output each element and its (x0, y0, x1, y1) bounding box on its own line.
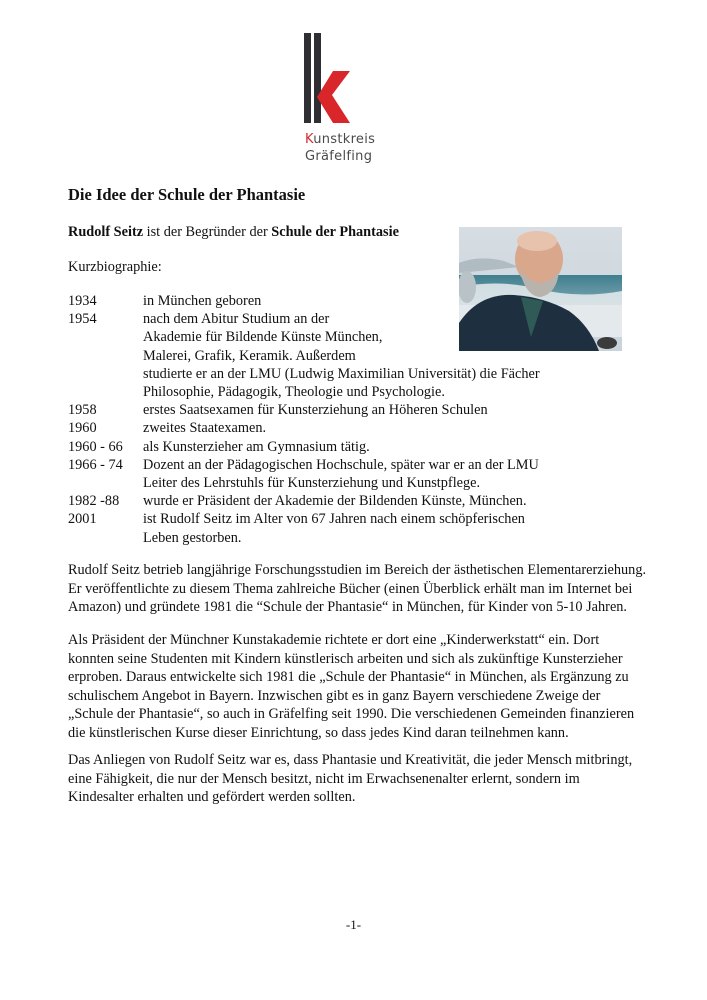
logo-text (305, 131, 395, 165)
biography-entry (68, 292, 628, 310)
paragraph-kinderwerkstatt: Als Präsident der Münchner Kunstakademie richtete er dort eine „Kinderwerkstatt“ ein. Dort konnten seine Studenten mit Kindern künstlerisch arbeiten und sich als zukünftige Kunsterzieher erproben. Daraus entwickelte sich 1981 die „Schule der Phantasie“ in München, als Ergänzung zu schulischem Angebot in Bayern. Inzwischen gibt es in ganz Bayern verschiedene Zweige der „Schule der Phantasie“, so auch in Gräfelfing seit 1990. Die verschiedenen Gemeinden finanzieren die künstlerischen Kurse dieser Einrichtung, so dass jedes Kind daran teilnehmen kann. (68, 632, 635, 741)
biography-year: 1958 (68, 402, 97, 419)
biography-text: Dozent an der Pädagogischen Hochschule, später war er an der LMU Leiter des Lehrstuhls für Kunsterziehung und Kunstpflege. (143, 456, 539, 492)
biography-year: 1954 (68, 311, 97, 328)
school-name: Schule der Phantasie (271, 224, 399, 240)
logo-red-chevron (317, 71, 350, 123)
logo-bar-left (304, 33, 311, 123)
biography-entry (68, 401, 628, 419)
biography-entry (68, 438, 628, 456)
biography-text: erstes Saatsexamen für Kunsterziehung an Höheren Schulen (143, 402, 488, 419)
biography-entry (68, 456, 628, 492)
intro-middle-text: ist der Begründer der (143, 224, 272, 240)
biography-year: 1934 (68, 293, 97, 309)
page-number: -1- (345, 917, 362, 932)
logo-line-2: Gräfelfing (305, 149, 373, 164)
intro-line (68, 224, 399, 241)
biography-entry (68, 310, 628, 401)
paragraph-anliegen: Das Anliegen von Rudolf Seitz war es, dass Phantasie und Kreativität, die jeder Mensch mitbringt, eine Fähigkeit, die nur der Mensch besitzt, nicht im Erwachsenenalter erlernt, sondern im Kindesalter erhalten und gefördert werden sollten. (68, 752, 633, 805)
biography-year: 1960 - 66 (68, 438, 123, 455)
page-title: Die Idee der Schule der Phantasie (68, 185, 306, 204)
founder-name: Rudolf Seitz (68, 224, 144, 240)
biography-text: in München geboren (143, 293, 262, 309)
biography-entry (68, 419, 628, 437)
logo-bar-right (314, 33, 321, 123)
kurzbiographie-label: Kurzbiographie: (68, 259, 162, 275)
biography-text: als Kunsterzieher am Gymnasium tätig. (143, 438, 370, 455)
biography-entry (68, 510, 628, 546)
biography-year: 1966 - 74 (68, 456, 123, 473)
biography-entry (68, 492, 628, 510)
biography-year: 2001 (68, 511, 97, 528)
biography-year: 1982 -88 (68, 493, 120, 510)
biography-text: zweites Staatexamen. (143, 420, 267, 437)
kunstkreis-logo (300, 33, 390, 168)
paragraph-research: Rudolf Seitz betrieb langjährige Forschungsstudien im Bereich der ästhetischen Elementarerziehung. Er veröffentlichte zu diesem Thema zahlreiche Bücher (einen Überblick erhält man im Internet bei Amazon) und gründete 1981 die “Schule der Phantasie“ in München, für Kinder von 5-10 Jahren. (68, 562, 647, 615)
kunstkreis-k-logo-icon (300, 33, 360, 125)
biography-text: wurde er Präsident der Akademie der Bildenden Künste, München. (143, 493, 527, 510)
biography-list (68, 292, 628, 547)
biography-year: 1960 (68, 420, 97, 437)
biography-text: ist Rudolf Seitz im Alter von 67 Jahren nach einem schöpferischen Leben gestorben. (143, 511, 525, 546)
biography-text: nach dem Abitur Studium an der Akademie für Bildende Künste München, Malerei, Grafik, Keramik. Außerdem studierte er an der LMU (Ludwig Maximilian Universität) die Fächer Philosophie, Pädagogik, Theologie und Psychologie. (143, 311, 540, 401)
logo-line-1: Kunstkreis (305, 132, 376, 147)
